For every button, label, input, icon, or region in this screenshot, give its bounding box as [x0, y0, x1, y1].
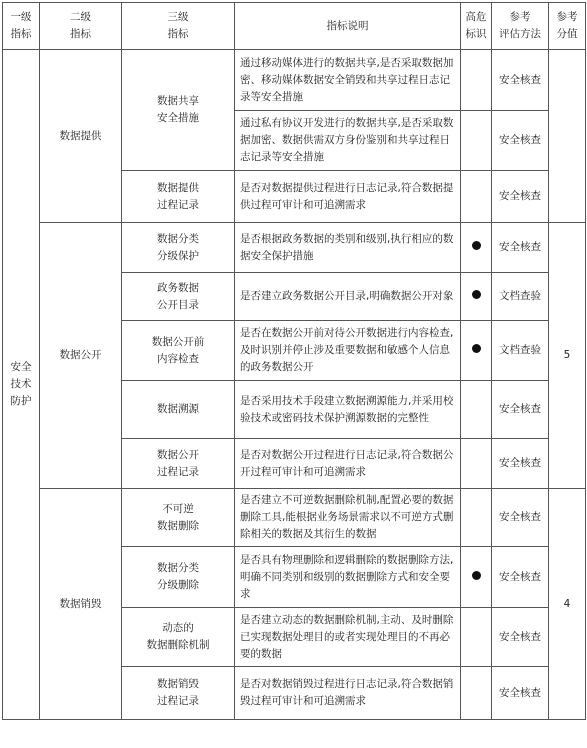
level3-cell: 数据分类 分级保护	[122, 223, 235, 273]
header-risk: 高危 标识	[461, 3, 492, 50]
header-desc: 指标说明	[235, 3, 461, 50]
high-risk-dot-icon	[472, 571, 481, 580]
header-method: 参考 评估方法	[492, 3, 549, 50]
desc-cell: 是否建立政务数据公开目录,明确数据公开对象	[235, 273, 461, 321]
desc-cell: 通过私有协议开发进行的数据共享,是否采取数据加密、数据供需双方身份鉴别和共享过程日志记录等安全措施	[235, 111, 461, 171]
method-cell: 安全核查	[492, 608, 549, 667]
risk-cell	[461, 667, 492, 720]
risk-cell	[461, 273, 492, 321]
desc-cell: 是否具有物理删除和逻辑删除的数据删除方法,明确不同类别和级别的数据删除方式和安全要求	[235, 547, 461, 608]
risk-cell	[461, 223, 492, 273]
header-level2: 二级 指标	[40, 3, 122, 50]
risk-cell	[461, 50, 492, 111]
method-cell: 安全核查	[492, 439, 549, 489]
method-cell: 安全核查	[492, 223, 549, 273]
high-risk-dot-icon	[472, 290, 481, 299]
risk-cell	[461, 111, 492, 171]
method-cell: 安全核查	[492, 171, 549, 223]
level2-cell: 数据公开	[40, 223, 122, 489]
table-row	[3, 489, 586, 547]
risk-cell	[461, 489, 492, 547]
desc-cell: 是否根据政务数据的类别和级别,执行相应的数据安全保护措施	[235, 223, 461, 273]
header-level1: 一级 指标	[3, 3, 40, 50]
desc-cell: 是否对数据公开过程进行日志记录,符合数据公开过程可审计和可追溯需求	[235, 439, 461, 489]
level3-cell: 数据溯源	[122, 381, 235, 439]
risk-cell	[461, 439, 492, 489]
score-cell	[549, 50, 586, 223]
risk-cell	[461, 547, 492, 608]
desc-cell: 是否采用技术手段建立数据溯源能力,并采用校验技术或密码技术保护溯源数据的完整性	[235, 381, 461, 439]
level3-cell: 政务数据 公开目录	[122, 273, 235, 321]
level2-cell: 数据提供	[40, 50, 122, 223]
desc-cell: 是否在数据公开前对待公开数据进行内容检查,及时识别并停止涉及重要数据和敏感个人信息的政务数据公开	[235, 321, 461, 381]
method-cell: 安全核查	[492, 381, 549, 439]
score-cell: 4	[549, 489, 586, 720]
desc-cell: 是否对数据销毁过程进行日志记录,符合数据销毁过程可审计和可追溯需求	[235, 667, 461, 720]
method-cell: 安全核查	[492, 667, 549, 720]
risk-cell	[461, 381, 492, 439]
method-cell: 安全核查	[492, 111, 549, 171]
high-risk-dot-icon	[472, 241, 481, 250]
level3-cell: 数据公开 过程记录	[122, 439, 235, 489]
method-cell: 安全核查	[492, 547, 549, 608]
risk-cell	[461, 321, 492, 381]
score-cell: 5	[549, 223, 586, 489]
desc-cell: 是否建立动态的数据删除机制,主动、及时删除已实现数据处理目的或者实现处理目的不再必要的数据	[235, 608, 461, 667]
level1-cell: 安全 技术 防护	[3, 50, 40, 720]
risk-cell	[461, 171, 492, 223]
header-row	[3, 3, 586, 50]
high-risk-dot-icon	[472, 344, 481, 353]
level3-cell: 数据共享 安全措施	[122, 50, 235, 171]
header-level3: 三级 指标	[122, 3, 235, 50]
level3-cell: 不可逆 数据删除	[122, 489, 235, 547]
level3-cell: 数据分类 分级删除	[122, 547, 235, 608]
method-cell: 安全核查	[492, 50, 549, 111]
desc-cell: 通过移动媒体进行的数据共享,是否采取数据加密、移动媒体数据安全销毁和共享过程日志记录等安全措施	[235, 50, 461, 111]
level3-cell: 数据销毁 过程记录	[122, 667, 235, 720]
evaluation-table	[2, 2, 586, 720]
risk-cell	[461, 608, 492, 667]
level3-cell: 动态的 数据删除机制	[122, 608, 235, 667]
level3-cell: 数据公开前 内容检查	[122, 321, 235, 381]
desc-cell: 是否建立不可逆数据删除机制,配置必要的数据删除工具,能根据业务场景需求以不可逆方式删除相关的数据及其衍生的数据	[235, 489, 461, 547]
level2-cell: 数据销毁	[40, 489, 122, 720]
method-cell: 安全核查	[492, 489, 549, 547]
header-score: 参考 分值	[549, 3, 586, 50]
method-cell: 文档查验	[492, 321, 549, 381]
table-row	[3, 50, 586, 111]
level3-cell: 数据提供 过程记录	[122, 171, 235, 223]
table-row	[3, 223, 586, 273]
desc-cell: 是否对数据提供过程进行日志记录,符合数据提供过程可审计和可追溯需求	[235, 171, 461, 223]
method-cell: 文档查验	[492, 273, 549, 321]
